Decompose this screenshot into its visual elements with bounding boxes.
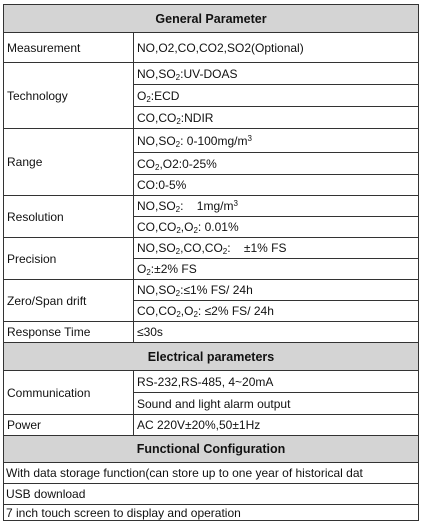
value-range-2-text: $CO_2,O2:0-25\%$	[137, 156, 217, 172]
functional-item-usb: USB download	[4, 484, 418, 505]
value-zero-span-1-text: $NO,SO_2:\le 1\%$ FS/ 24h	[137, 283, 253, 298]
label-precision: Precision	[4, 238, 134, 280]
value-precision-1-text: $NO,SO_2,CO,CO_2$: ±1% FS	[137, 241, 287, 256]
value-power: AC 220V±20%,50±1Hz	[134, 415, 418, 436]
value-range-3: CO:0-5%	[134, 175, 418, 196]
value-technology-2	[134, 85, 418, 107]
value-zero-span-1	[134, 280, 418, 301]
value-precision-2-text: $O_2:\pm 2\%$ FS	[137, 262, 197, 277]
section-header-electrical: Electrical parameters	[4, 343, 418, 371]
label-measurement: Measurement	[4, 33, 134, 63]
value-technology-3-text: $CO,CO_2:NDIR$	[137, 110, 214, 126]
label-technology: Technology	[4, 63, 134, 129]
value-resolution-1	[134, 196, 418, 217]
value-technology-1-text: $NO,SO_2:UV$-DOAS	[137, 66, 238, 82]
value-technology-1	[134, 63, 418, 85]
value-measurement: NO,O2,CO,CO2,SO2(Optional)	[134, 33, 418, 63]
value-precision-2	[134, 259, 418, 280]
label-range: Range	[4, 129, 134, 196]
label-resolution: Resolution	[4, 196, 134, 238]
label-response-time: Response Time	[4, 322, 134, 343]
label-power: Power	[4, 415, 134, 436]
value-resolution-1-text: $NO,SO_2$: $1mg/m^3$	[137, 199, 238, 214]
value-range-2	[134, 153, 418, 175]
value-technology-2-text: $O_2:ECD$	[137, 88, 180, 104]
value-precision-1	[134, 238, 418, 259]
value-range-1	[134, 129, 418, 153]
functional-item-touchscreen: 7 inch touch screen to display and operation	[6, 505, 241, 520]
value-resolution-2-text: $CO,CO_2,O_2$: 0.01%	[137, 220, 239, 235]
section-header-general: General Parameter	[4, 5, 418, 33]
value-resolution-2	[134, 217, 418, 238]
section-header-functional: Functional Configuration	[4, 436, 418, 463]
value-zero-span-2-text: $CO,CO_2,O_2$: ≤2% FS/ 24h	[137, 304, 274, 319]
value-zero-span-2	[134, 301, 418, 322]
value-communication-1: RS-232,RS-485, 4~20mA	[134, 371, 418, 393]
functional-item-storage: With data storage function(can store up to one year of historical dat	[4, 463, 418, 484]
value-response-time: ≤30s	[134, 322, 418, 343]
label-communication: Communication	[4, 371, 134, 415]
label-zero-span-drift: Zero/Span drift	[4, 280, 134, 322]
spec-table	[3, 4, 419, 521]
value-technology-3	[134, 107, 418, 129]
value-communication-2: Sound and light alarm output	[134, 393, 418, 415]
value-range-1-text: $NO,SO_2$: $0-100mg/m^3$	[137, 133, 252, 149]
